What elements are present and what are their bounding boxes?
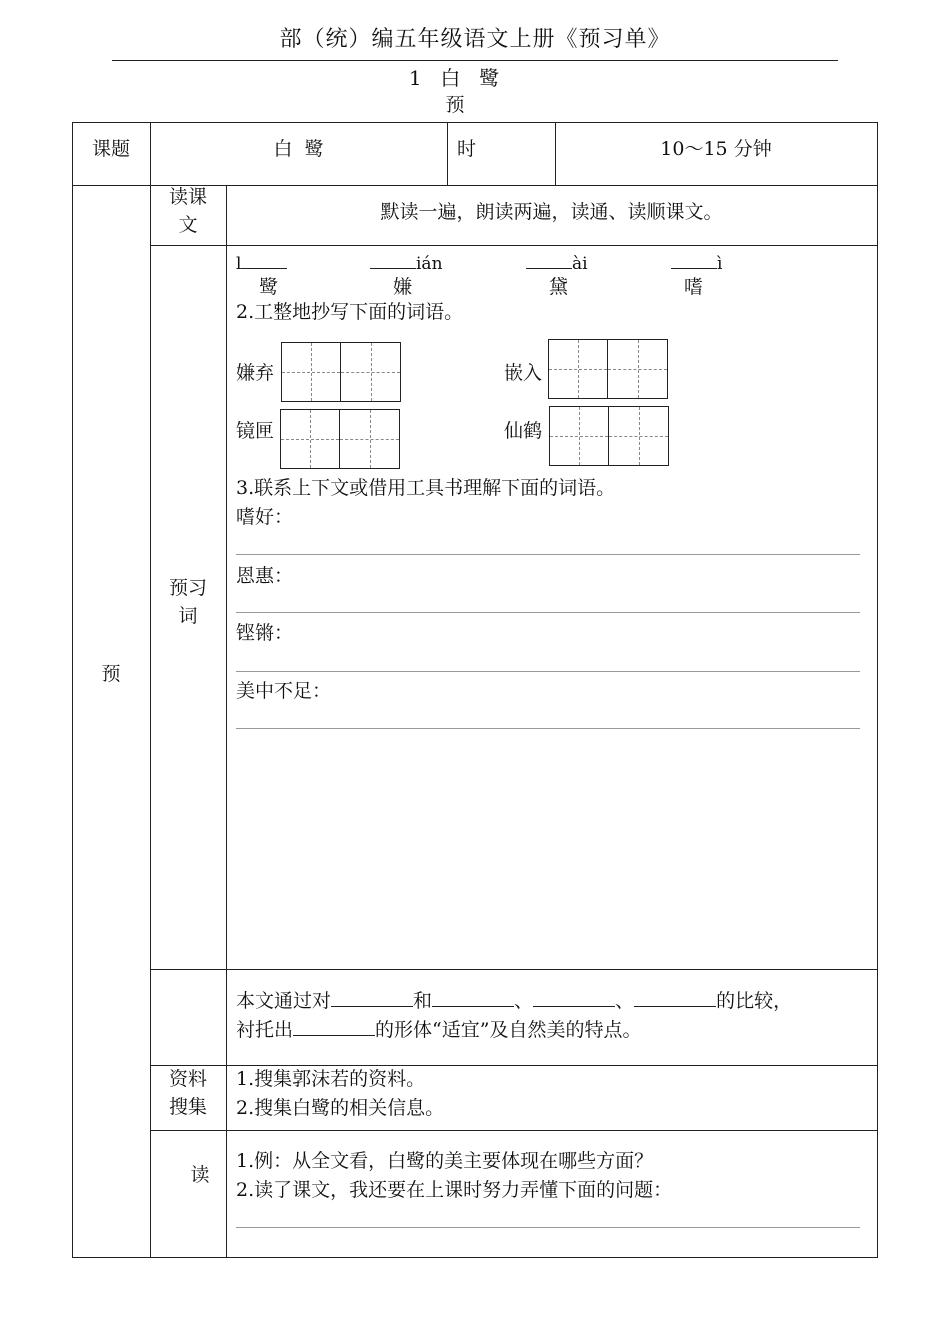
summary-blank[interactable] — [432, 984, 514, 1007]
topic-value: 白 鹭 — [273, 138, 324, 160]
copy-instruction: 2.工整地抄写下面的词语。 — [236, 301, 464, 323]
pinyin-blank-4[interactable]: ì — [671, 246, 722, 274]
summary-text: 的比较， — [716, 990, 793, 1012]
pinyin-blank-3[interactable]: ài — [526, 246, 588, 274]
lesson-title: 1 白 鹭 — [408, 66, 502, 90]
summary-text: 衬托出 — [236, 1019, 294, 1041]
summary-text: 的形体“适宜”及自然美的特点。 — [375, 1019, 642, 1041]
meaning-word-4: 美中不足： — [236, 680, 332, 702]
reading-item-1: 1.例：从全文看，白鹭的美主要体现在哪些方面？ — [236, 1150, 654, 1172]
materials-item-2: 2.搜集白鹭的相关信息。 — [236, 1097, 445, 1119]
topic-label: 课题 — [91, 138, 130, 160]
copy-grid-2[interactable] — [548, 339, 668, 399]
summary-line-1 — [236, 984, 792, 1016]
time-label: 时 — [457, 138, 477, 160]
summary-blank[interactable] — [293, 1013, 375, 1036]
doc-title: 部（统）编五年级语文上册《预习单》 — [279, 27, 671, 52]
time-value: 10～15 分钟 — [660, 138, 772, 160]
meaning-line-1[interactable] — [236, 554, 860, 555]
meaning-line-4[interactable] — [236, 728, 860, 729]
copy-grid-1[interactable] — [281, 342, 401, 402]
summary-blank[interactable] — [331, 984, 413, 1007]
summary-blank[interactable] — [533, 984, 615, 1007]
summary-blank[interactable] — [634, 984, 716, 1007]
copy-grid-3[interactable] — [280, 409, 400, 469]
char-xian: 嫌 — [393, 276, 413, 298]
pinyin-blank-1[interactable]: l — [236, 246, 287, 274]
materials-item-1: 1.搜集郭沫若的资料。 — [236, 1068, 426, 1090]
char-lu: 鹭 — [259, 276, 279, 298]
read-text-content: 默读一遍，朗读两遍，读通、读顺课文。 — [380, 201, 723, 223]
char-dai: 黛 — [549, 276, 569, 298]
reading-label: 读 — [190, 1164, 210, 1186]
summary-line-2 — [236, 1013, 641, 1045]
char-shi: 嗜 — [684, 276, 704, 298]
summary-text: 和 — [413, 990, 433, 1012]
copy-word-2: 嵌入 — [504, 362, 543, 384]
materials-label: 资料搜集 — [168, 1068, 207, 1118]
title-rule — [112, 60, 838, 61]
copy-word-3: 镜匣 — [236, 420, 275, 442]
copy-grid-4[interactable] — [549, 406, 669, 466]
summary-text: 、 — [615, 990, 635, 1012]
reading-answer-line[interactable] — [236, 1227, 860, 1228]
vocab-label: 预习词 — [168, 577, 207, 627]
reading-item-2: 2.读了课文，我还要在上课时努力弄懂下面的问题： — [236, 1179, 673, 1201]
read-text-label: 读课文 — [168, 186, 207, 236]
meaning-line-2[interactable] — [236, 612, 860, 613]
summary-text: 本文通过对 — [236, 990, 332, 1012]
meaning-word-2: 恩惠： — [236, 565, 294, 587]
copy-word-1: 嫌弃 — [236, 362, 275, 384]
meaning-word-1: 嗜好： — [236, 506, 294, 528]
sub-title: 预 — [445, 94, 465, 116]
copy-word-4: 仙鹤 — [504, 420, 543, 442]
meaning-instruction: 3.联系上下文或借用工具书理解下面的词语。 — [236, 477, 616, 499]
pinyin-blank-2[interactable]: ián — [370, 246, 443, 274]
meaning-word-3: 铿锵： — [236, 622, 294, 644]
meaning-line-3[interactable] — [236, 671, 860, 672]
summary-text: 、 — [514, 990, 534, 1012]
section-label: 预 — [101, 663, 121, 685]
